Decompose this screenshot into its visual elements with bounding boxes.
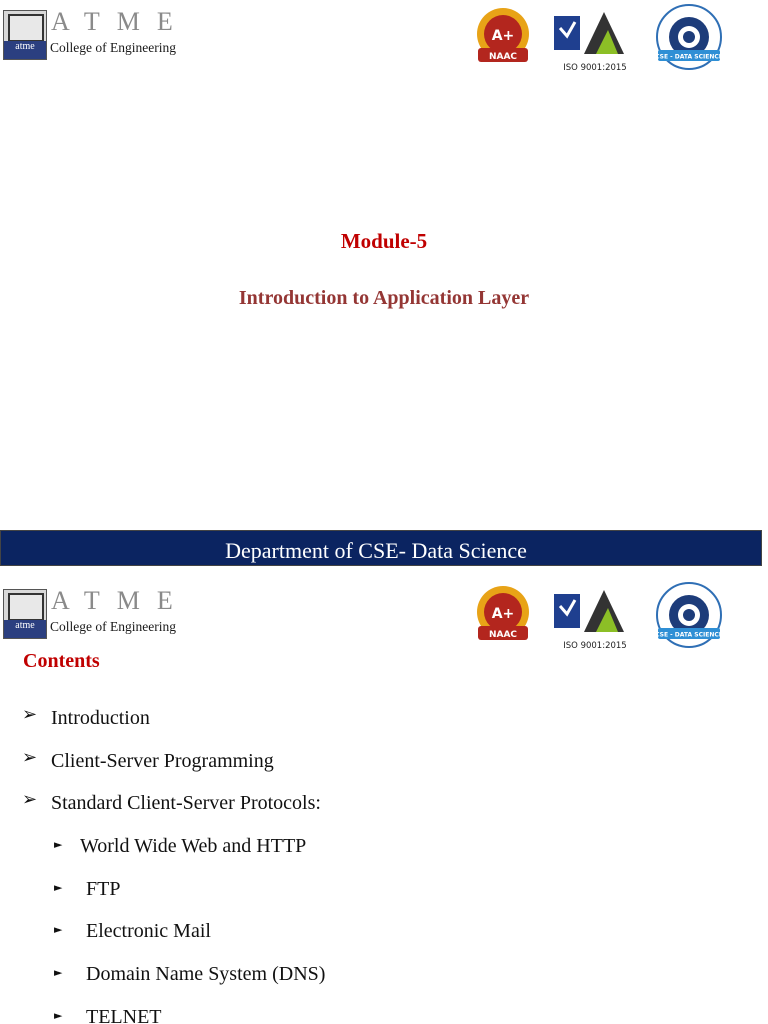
naac-badge-icon xyxy=(470,6,536,66)
triangle-bullet-icon: ► xyxy=(54,923,63,936)
sub-list-item: TELNET xyxy=(86,1006,162,1024)
sub-list-item: Domain Name System (DNS) xyxy=(86,963,326,985)
module-title: Module-5 xyxy=(340,229,428,253)
svg-text:A+: A+ xyxy=(491,606,515,622)
sub-list-item: World Wide Web and HTTP xyxy=(80,835,307,857)
department-name: Department of CSE- Data Science xyxy=(225,538,527,563)
naac-badge-icon xyxy=(470,584,536,644)
contents-heading: Contents xyxy=(23,650,100,672)
list-item: Client-Server Programming xyxy=(51,750,274,772)
logo-college-name: College of Engineering xyxy=(50,619,176,634)
sub-list-item: FTP xyxy=(86,878,121,900)
svg-text:NAAC: NAAC xyxy=(488,52,518,62)
sub-list-item: Electronic Mail xyxy=(86,920,211,942)
triangle-bullet-icon: ► xyxy=(54,881,63,894)
logo-college-name: College of Engineering xyxy=(50,40,176,55)
triangle-bullet-icon: ► xyxy=(54,1009,63,1022)
cse-data-science-badge-icon xyxy=(654,580,724,650)
logo-wordmark: ATME xyxy=(51,586,190,615)
atme-logo xyxy=(3,586,199,642)
arrow-bullet-icon: ➢ xyxy=(22,789,38,810)
svg-text:NAAC: NAAC xyxy=(488,630,518,640)
svg-text:CSE - DATA SCIENCE: CSE - DATA SCIENCE xyxy=(655,631,723,639)
svg-text:CSE - DATA SCIENCE: CSE - DATA SCIENCE xyxy=(655,53,723,61)
department-footer xyxy=(0,530,762,566)
svg-text:ISO 9001:2015: ISO 9001:2015 xyxy=(563,63,627,73)
iso-badge-icon xyxy=(550,4,640,74)
logo-wordmark: ATME xyxy=(51,7,190,36)
accreditation-badges xyxy=(468,4,728,74)
svg-text:A+: A+ xyxy=(491,28,515,44)
triangle-bullet-icon: ► xyxy=(54,838,63,851)
logo-emblem: atme xyxy=(3,589,47,639)
arrow-bullet-icon: ➢ xyxy=(22,704,38,725)
slide-subtitle: Introduction to Application Layer xyxy=(238,287,530,309)
cse-data-science-badge-icon xyxy=(654,2,724,72)
atme-logo xyxy=(3,7,199,63)
list-item: Standard Client-Server Protocols: xyxy=(51,792,321,814)
contents-slide xyxy=(0,566,768,1024)
logo-emblem: atme xyxy=(3,10,47,60)
triangle-bullet-icon: ► xyxy=(54,966,63,979)
arrow-bullet-icon: ➢ xyxy=(22,747,38,768)
list-item: Introduction xyxy=(51,707,150,729)
iso-badge-icon xyxy=(550,582,640,652)
svg-text:ISO 9001:2015: ISO 9001:2015 xyxy=(563,641,627,651)
accreditation-badges xyxy=(468,582,728,652)
